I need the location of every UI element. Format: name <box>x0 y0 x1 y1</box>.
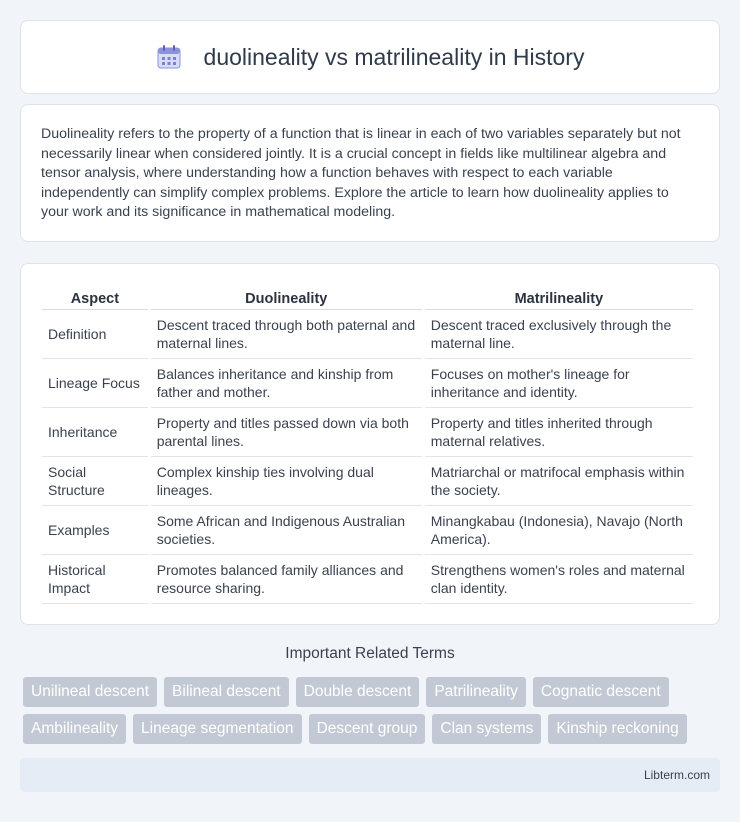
page-title: duolineality vs matrilineality in History <box>203 43 585 70</box>
tag-patrilineality[interactable]: Patrilineality <box>426 677 526 707</box>
cell-duolineality: Complex kinship ties involving dual lineages. <box>151 457 422 506</box>
cell-matrilineality: Property and titles inherited through maternal relatives. <box>425 408 693 457</box>
comparison-table-card <box>20 263 720 625</box>
related-terms-list <box>23 677 723 751</box>
cell-aspect: Lineage Focus <box>42 359 148 408</box>
intro-card <box>20 104 720 242</box>
header-duolineality: Duolineality <box>151 284 422 310</box>
related-terms-title: Important Related Terms <box>285 645 455 662</box>
tag-bilineal-descent[interactable]: Bilineal descent <box>164 677 289 707</box>
calendar-icon <box>156 44 182 70</box>
tag-clan-systems[interactable]: Clan systems <box>432 714 541 744</box>
header-matrilineality: Matrilineality <box>425 284 693 310</box>
cell-aspect: Examples <box>42 506 148 555</box>
header-card <box>20 20 720 94</box>
tag-unilineal-descent[interactable]: Unilineal descent <box>23 677 157 707</box>
table-header-row <box>42 284 693 310</box>
table-row <box>42 457 693 506</box>
header-aspect: Aspect <box>42 284 148 310</box>
cell-matrilineality: Matriarchal or matrifocal emphasis within the society. <box>425 457 693 506</box>
cell-duolineality: Some African and Indigenous Australian societies. <box>151 506 422 555</box>
tag-row <box>23 677 723 707</box>
table-row <box>42 408 693 457</box>
tag-lineage-segmentation[interactable]: Lineage segmentation <box>133 714 302 744</box>
footer-site-link[interactable]: Libterm.com <box>643 768 710 782</box>
table-row <box>42 506 693 555</box>
table-row <box>42 310 693 359</box>
cell-duolineality: Balances inheritance and kinship from father and mother. <box>151 359 422 408</box>
comparison-table <box>39 284 696 604</box>
cell-matrilineality: Focuses on mother's lineage for inheritance and identity. <box>425 359 693 408</box>
cell-matrilineality: Descent traced exclusively through the maternal line. <box>425 310 693 359</box>
tag-double-descent[interactable]: Double descent <box>296 677 420 707</box>
table-row <box>42 359 693 408</box>
footer <box>20 758 720 792</box>
tag-cognatic-descent[interactable]: Cognatic descent <box>533 677 669 707</box>
cell-matrilineality: Minangkabau (Indonesia), Navajo (North America). <box>425 506 693 555</box>
cell-aspect: Definition <box>42 310 148 359</box>
title-wrap <box>156 44 585 71</box>
intro-text: Duolineality refers to the property of a function that is linear in each of two variables separately but not necessarily linear when considered jointly. It is a crucial concept in fields like multilinear algebra and tensor analysis, where understanding how a function behaves with respect to each variable independently can simplify complex problems. Explore the article to learn how duolineality applies to your work and its significance in mathematical modeling. <box>41 126 681 221</box>
tag-row <box>23 714 723 744</box>
cell-aspect: Inheritance <box>42 408 148 457</box>
tag-ambilineality[interactable]: Ambilineality <box>23 714 126 744</box>
tag-descent-group[interactable]: Descent group <box>309 714 426 744</box>
cell-aspect: Historical Impact <box>42 555 148 604</box>
table-row <box>42 555 693 604</box>
cell-duolineality: Promotes balanced family alliances and resource sharing. <box>151 555 422 604</box>
tag-kinship-reckoning[interactable]: Kinship reckoning <box>548 714 686 744</box>
cell-duolineality: Descent traced through both paternal and maternal lines. <box>151 310 422 359</box>
cell-duolineality: Property and titles passed down via both parental lines. <box>151 408 422 457</box>
cell-matrilineality: Strengthens women's roles and maternal clan identity. <box>425 555 693 604</box>
cell-aspect: Social Structure <box>42 457 148 506</box>
